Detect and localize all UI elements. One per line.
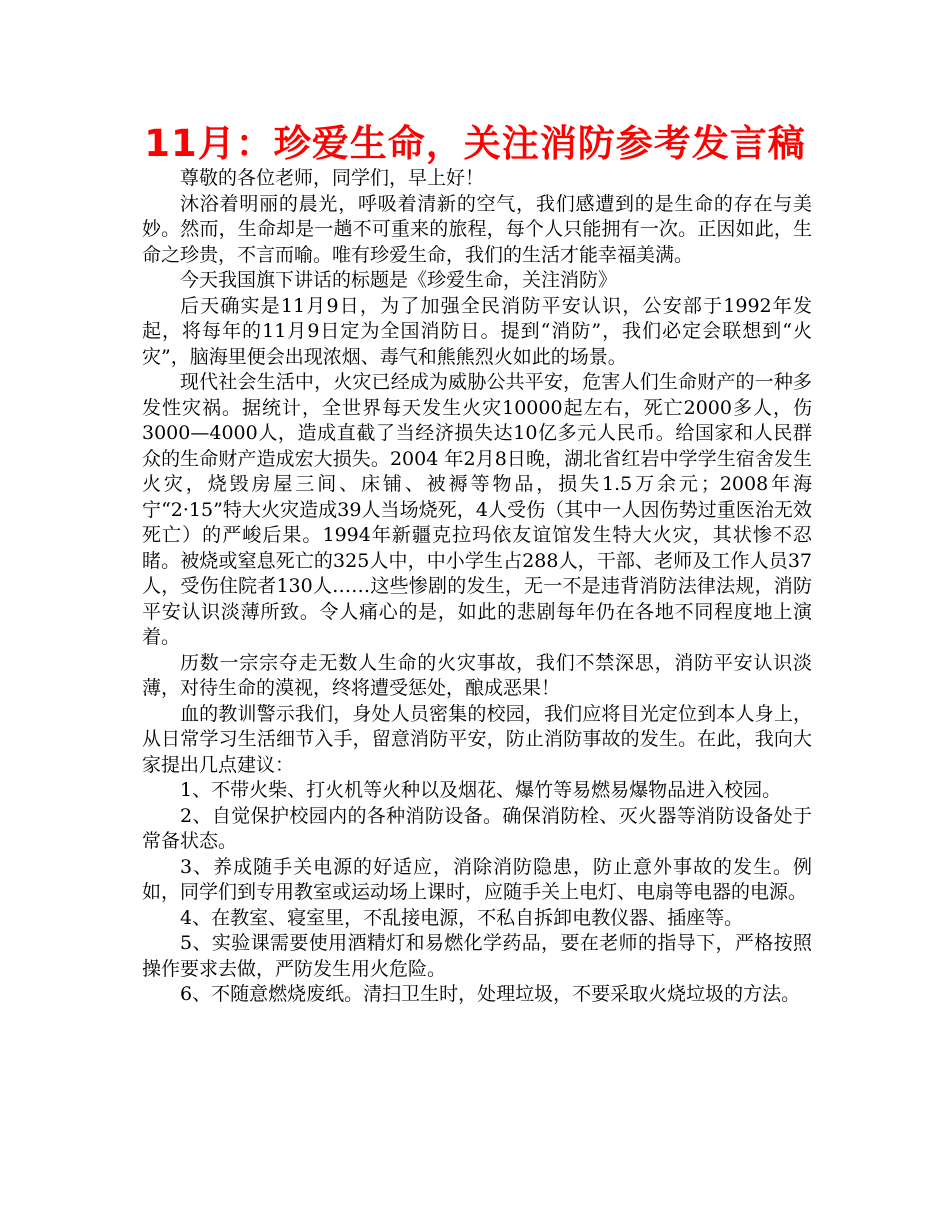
paragraph-reflection: 历数一宗宗夺走无数人生命的火灾事故，我们不禁深思，消防平安认识淡薄，对待生命的漠视，终将遭受惩处，酿成恶果！	[142, 651, 812, 699]
suggestion-item-2: 2、自觉保护校园内的各种消防设备。确保消防栓、灭火器等消防设备处于常备状态。	[142, 804, 812, 852]
paragraph-topic: 今天我国旗下讲话的标题是《珍爱生命，关注消防》	[180, 269, 618, 291]
suggestion-item-4: 4、在教室、寝室里，不乱接电源，不私自拆卸电教仪器、插座等。	[180, 906, 744, 929]
paragraph-lesson: 血的教训警示我们，身处人员密集的校园，我们应将目光定位到本人身上，从日常学习生活细节入手，留意消防平安，防止消防事故的发生。在此，我向大家提出几点建议：	[142, 702, 812, 776]
document-body	[142, 166, 812, 1008]
paragraph-fire-day: 后天确实是11月9日，为了加强全民消防平安认识，公安部于1992年发起，将每年的11月9日定为全国消防日。提到“消防”，我们必定会联想到“火灾”，脑海里便会出现浓烟、毒气和熊熊烈火如此的场景。	[142, 294, 812, 368]
suggestion-item-3: 3、养成随手关电源的好适应，消除消防隐患，防止意外事故的发生。例如，同学们到专用教室或运动场上课时，应随手关上电灯、电扇等电器的电源。	[142, 855, 812, 903]
paragraph-statistics: 现代社会生活中，火灾已经成为威胁公共平安，危害人们生命财产的一种多发性灾祸。据统计，全世界每天发生火灾10000起左右，死亡2000多人，伤3000—4000人，造成直截了当经济损失达10亿多元人民币。给国家和人民群众的生命财产造成宏大损失。2004 年2月8日晚，湖北省红岩中学学生宿舍发生火灾，烧毁房屋三间、床铺、被褥等物品，损失1.5万余元；2008年海宁“2·15”特大火灾造成39人当场烧死，4人受伤（其中一人因伤势过重医治无效死亡）的严峻后果。1994年新疆克拉玛依友谊馆发生特大火灾，其状惨不忍睹。被烧或窒息死亡的325人中，中小学生占288人，干部、老师及工作人员37人，受伤住院者130人……这些惨剧的发生，无一不是违背消防法律法规，消防平安认识淡薄所致。令人痛心的是，如此的悲剧每年仍在各地不同程度地上演着。	[142, 371, 812, 648]
suggestion-item-5: 5、实验课需要使用酒精灯和易燃化学药品，要在老师的指导下，严格按照操作要求去做，严防发生用火危险。	[142, 932, 812, 980]
document-title: 11月：珍爱生命，关注消防参考发言稿	[144, 122, 806, 165]
suggestion-item-6: 6、不随意燃烧废纸。清扫卫生时，处理垃圾，不要采取火烧垃圾的方法。	[180, 983, 801, 1005]
suggestion-item-1: 1、不带火柴、打火机等火种以及烟花、爆竹等易燃易爆物品进入校园。	[180, 779, 782, 801]
paragraph-greeting: 尊敬的各位老师，同学们，早上好！	[180, 167, 485, 189]
paragraph-intro: 沐浴着明丽的晨光，呼吸着清新的空气，我们感遭到的是生命的存在与美妙。然而，生命却是一趟不可重来的旅程，每个人只能拥有一次。正因如此，生命之珍贵，不言而喻。唯有珍爱生命，我们的生活才能幸福美满。	[142, 192, 812, 266]
